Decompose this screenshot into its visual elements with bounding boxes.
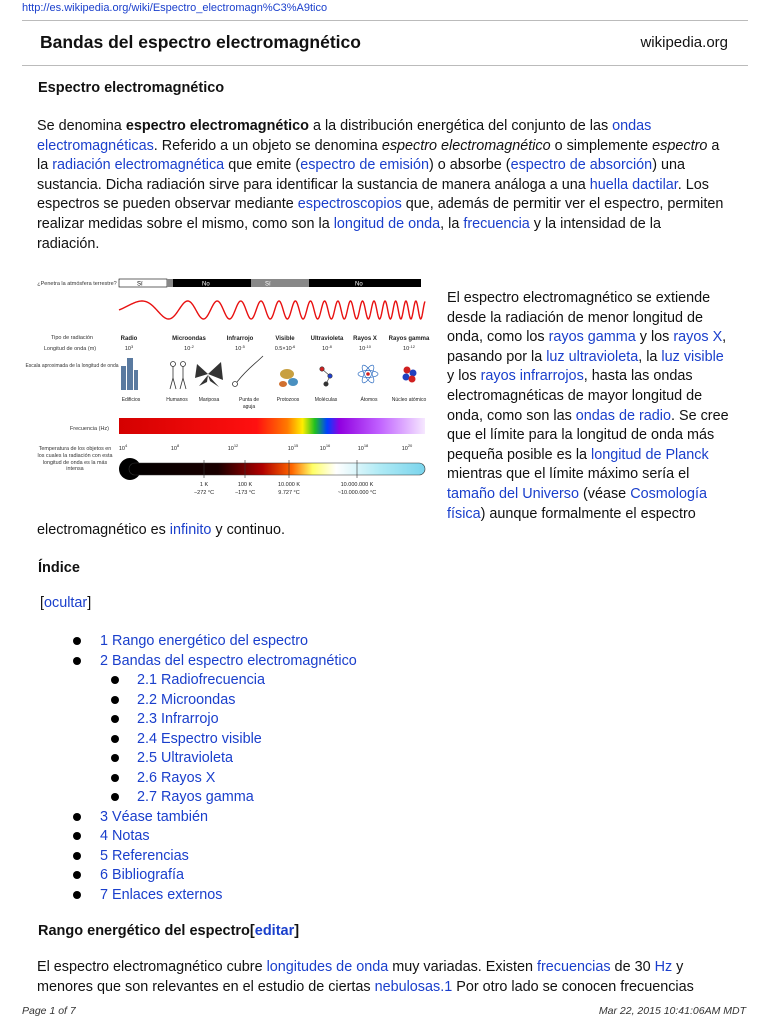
object-label: Mariposa <box>198 397 220 403</box>
link-nebulosas[interactable]: nebulosas <box>374 978 441 995</box>
toc-link[interactable]: 2.5 Ultravioleta <box>137 750 233 766</box>
text: El espectro electromagnético se extiende desde la radiación de menor longitud de onda, como los <box>447 290 711 346</box>
text: y la intensidad de la radiación. <box>37 215 661 252</box>
site-name: wikipedia.org <box>640 34 728 51</box>
link-luz-ultravioleta[interactable]: luz ultravioleta <box>546 348 639 365</box>
text: de 30 <box>610 959 655 975</box>
frequency-tick-label: $10^{16}$ <box>319 443 331 452</box>
temperature-celsius: −173 °C <box>234 490 256 496</box>
atm-label-4: No <box>355 281 363 288</box>
page-url[interactable]: http://es.wikipedia.org/wiki/Espectro_electromagn%C3%A9tico <box>22 2 328 14</box>
atom-icon <box>358 364 378 385</box>
object-label: aguja <box>242 404 256 410</box>
radiation-type-label: Infrarrojo <box>226 336 254 342</box>
toc-link[interactable]: 2.7 Rayos gamma <box>137 789 254 805</box>
side-paragraph <box>447 289 733 524</box>
wavelength-label: $10^{-2}$ <box>184 344 194 352</box>
text: , la <box>638 348 662 365</box>
radiation-type-label: Rayos gamma <box>388 336 430 342</box>
page-title: Bandas del espectro electromagnético <box>40 32 361 52</box>
text: (véase <box>578 485 631 502</box>
text: mientras que el límite máximo sería el <box>447 466 690 483</box>
humans-icon <box>170 362 186 390</box>
link-espectro-absorcion[interactable]: espectro de absorción <box>510 157 653 174</box>
scale-icons <box>121 356 417 390</box>
link-tamano-universo[interactable]: tamaño del Universo <box>447 485 579 502</box>
atmosphere-question <box>37 281 116 287</box>
protozoa-icon <box>279 369 298 387</box>
text: y los <box>635 329 674 346</box>
text: a la distribución energética del conjunto de las <box>308 118 613 134</box>
toc-link[interactable]: 2.4 Espectro visible <box>137 730 262 747</box>
frequency-tick-label: $10^{12}$ <box>227 443 239 452</box>
edit-section-link[interactable]: editar <box>254 923 295 939</box>
radiation-type-label: Radio <box>120 336 138 342</box>
wave-curve <box>119 301 425 319</box>
intro-paragraph <box>37 117 727 254</box>
toc-item[interactable] <box>70 652 357 672</box>
text: a la <box>37 137 720 174</box>
frequency-tick-label: $10^{18}$ <box>357 443 369 452</box>
temperature-caption: Temperatura de los objetos en los cuales la radiación con esta longitud de onda es la más intensa <box>37 446 113 473</box>
bracket: ] <box>87 595 92 611</box>
radiation-type-row <box>121 336 430 352</box>
hide-toc-link[interactable]: ocultar <box>44 595 88 611</box>
link-longitudes-de-onda[interactable]: longitudes de onda <box>266 959 389 975</box>
wavelength-label: $10^{-5}$ <box>235 344 245 352</box>
wavelength-label: $10^{-12}$ <box>403 344 415 352</box>
text: y menores que son relevantes en el estudio de ciertas <box>37 959 684 995</box>
spectrum-diagram <box>25 274 437 502</box>
frequency-tick-label: $10^4$ <box>118 443 128 452</box>
heading-text: Rango energético del espectro <box>38 923 250 939</box>
toc-subitem[interactable] <box>70 671 357 691</box>
link-huella-dactilar[interactable]: huella dactilar <box>589 176 678 193</box>
bold-term: espectro electromagnético <box>125 118 309 134</box>
text: . Se cree que el límite para la longitud de onda más pequeña posible es la <box>447 407 729 463</box>
molecule-icon <box>320 367 332 386</box>
frequency-bar <box>70 418 425 434</box>
toc-item[interactable] <box>70 866 357 886</box>
text: . Referido a un objeto se denomina <box>153 137 382 154</box>
temperature-kelvin: 100 K <box>237 482 253 488</box>
wavelength-label: $10^{-10}$ <box>359 344 371 352</box>
continuation-paragraph <box>37 521 727 541</box>
text: , la <box>440 215 464 232</box>
toc-item[interactable] <box>70 827 357 847</box>
text: , pasando por la <box>447 329 727 365</box>
atmosphere-bar <box>119 279 421 288</box>
temperature-bar <box>119 458 425 480</box>
text: , hasta las ondas electromagnéticas de mayor longitud de onda, como son las <box>447 368 703 424</box>
text: o simplemente <box>550 137 653 154</box>
text: Por otro lado se conocen frecuencias <box>452 978 694 995</box>
toc-link[interactable]: 4 Notas <box>100 828 150 844</box>
atm-label-3: Sí <box>265 281 271 288</box>
text: y los <box>447 368 481 385</box>
link-longitud-de-planck[interactable]: longitud de Planck <box>591 446 709 463</box>
link-longitud-de-onda[interactable]: longitud de onda <box>333 215 441 232</box>
radiation-type-label: Rayos X <box>353 336 377 342</box>
text: Se denomina <box>37 118 126 134</box>
toc-link[interactable]: 2.1 Radiofrecuencia <box>137 672 265 688</box>
toc-subitem[interactable] <box>70 788 357 808</box>
toc-item[interactable] <box>70 632 357 652</box>
temperature-label <box>37 446 113 502</box>
radiation-type-label: Visible <box>275 336 295 342</box>
text: que, además de permitir ver el espectro, permiten realizar medidas sobre el mismo, como son la <box>37 196 724 232</box>
svg-text:¿Penetra la atmósfera terrestr: ¿Penetra la atmósfera terrestre? <box>37 281 117 287</box>
link-cosmologia-fisica[interactable]: Cosmología física <box>447 485 707 522</box>
wavelength-label: $0.5\times 10^{-6}$ <box>274 344 296 352</box>
text: ) aunque formalmente el espectro <box>480 505 696 522</box>
toc-subitem[interactable] <box>70 730 357 750</box>
object-label: Moléculas <box>314 397 338 403</box>
bracket: ] <box>294 923 300 939</box>
link-luz-visible[interactable]: luz visible <box>661 348 724 365</box>
text: El espectro electromagnético cubre <box>37 959 267 975</box>
object-label: Núcleo atómico <box>391 397 427 403</box>
toc-link[interactable]: 1 Rango energético del espectro <box>100 633 309 649</box>
toc-subitem[interactable] <box>70 710 357 730</box>
buildings-icon <box>121 358 138 390</box>
link-espectroscopios[interactable]: espectroscopios <box>297 196 402 213</box>
temperature-kelvin: 1 K <box>199 482 209 488</box>
toc-link[interactable]: 2.6 Rayos X <box>137 769 216 786</box>
radiation-labels <box>25 335 118 369</box>
temperature-celsius: −272 °C <box>193 490 215 496</box>
toc-link[interactable]: 2 Bandas del espectro electromagnético <box>100 652 357 669</box>
toc-subitem[interactable] <box>70 691 357 711</box>
wavelength-label: $10^3$ <box>124 344 134 352</box>
svg-text:Frecuencia (Hz): Frecuencia (Hz) <box>69 426 109 432</box>
link-hz[interactable]: Hz <box>654 959 673 975</box>
object-label: Átomos <box>360 397 378 403</box>
toc-subitem[interactable] <box>70 749 357 769</box>
italic-term: espectro electromagnético <box>381 137 551 154</box>
link-ondas-de-radio[interactable]: ondas de radio <box>575 407 672 424</box>
object-label: Humanos <box>166 397 188 403</box>
text: ) o absorbe ( <box>429 157 511 174</box>
wavelength-label: $10^{-8}$ <box>322 344 332 352</box>
text: . Los espectros se pueden observar mediante <box>37 176 709 213</box>
bracket: [ <box>40 595 44 611</box>
link-infinito[interactable]: infinito <box>169 522 212 538</box>
svg-text:Longitud de onda (m): Longitud de onda (m) <box>43 346 97 352</box>
object-label: Protozoos <box>276 397 300 403</box>
text: electromagnético es <box>37 522 170 538</box>
frequency-tick-label: $10^8$ <box>170 443 180 452</box>
toc-item[interactable] <box>70 847 357 867</box>
radiation-type-label: Ultravioleta <box>310 336 344 342</box>
link-ondas-electromagneticas[interactable]: ondas electromagnéticas <box>37 118 652 154</box>
toc-heading: Índice <box>38 560 80 576</box>
link-frecuencia[interactable]: frecuencia <box>463 215 530 232</box>
toc-link[interactable]: 2.3 Infrarrojo <box>137 711 219 727</box>
atm-label-2: No <box>202 281 210 288</box>
frequency-ticks <box>119 443 413 452</box>
object-label: Punta de <box>238 397 260 403</box>
range-paragraph <box>37 958 727 997</box>
atm-label-1: Sí <box>137 281 143 288</box>
table-of-contents <box>70 632 357 905</box>
toc-link[interactable]: 2.2 Microondas <box>137 691 236 708</box>
toc-toggle <box>40 595 91 611</box>
section-heading-espectro: Espectro electromagnético <box>38 80 225 96</box>
bracket: [ <box>249 923 255 939</box>
toc-item[interactable] <box>70 886 357 906</box>
link-rayos-gamma[interactable]: rayos gamma <box>548 329 636 346</box>
footer-date: Mar 22, 2015 10:41:06AM MDT <box>598 1005 746 1017</box>
toc-subitem[interactable] <box>70 769 357 789</box>
link-radiacion-electromagnetica[interactable]: radiación electromagnética <box>52 157 225 174</box>
toc-link[interactable]: 3 Véase también <box>100 808 209 825</box>
section-heading-rango <box>38 923 299 939</box>
object-label-row <box>122 396 427 410</box>
text: y continuo. <box>211 522 286 538</box>
footer-page: Page 1 of 7 <box>22 1005 76 1017</box>
temperature-celsius: ~10.000.000 °C <box>337 490 377 496</box>
object-label: Edificios <box>121 397 141 403</box>
toc-link[interactable]: 6 Bibliografía <box>100 867 184 883</box>
link-frecuencias[interactable]: frecuencias <box>536 959 611 975</box>
radiation-type-label: Microondas <box>172 336 206 342</box>
link-rayos-x[interactable]: rayos X <box>673 329 723 346</box>
needle-icon <box>233 356 264 387</box>
frequency-tick-label: $10^{20}$ <box>401 443 413 452</box>
footnote-link[interactable]: .1 <box>440 978 453 995</box>
link-rayos-infrarrojos[interactable]: rayos infrarrojos <box>480 368 584 385</box>
link-espectro-emision[interactable]: espectro de emisión <box>300 157 429 174</box>
toc-item[interactable] <box>70 808 357 828</box>
svg-text:Tipo de radiación: Tipo de radiación <box>51 335 93 341</box>
text: ) una sustancia. Dicha radiación sirve para identificar la sustancia de manera análoga a una <box>37 157 686 193</box>
toc-link[interactable]: 7 Enlaces externos <box>100 886 223 903</box>
butterfly-icon <box>195 362 223 387</box>
text: que emite ( <box>224 157 301 174</box>
page-header <box>22 20 748 66</box>
italic-term: espectro <box>652 137 708 154</box>
nucleus-icon <box>403 367 417 383</box>
toc-link[interactable]: 5 Referencias <box>100 847 189 864</box>
temperature-celsius: 9.727 °C <box>278 490 300 496</box>
frequency-tick-label: $10^{15}$ <box>287 443 299 452</box>
text: muy variadas. Existen <box>388 959 537 975</box>
temperature-kelvin: 10.000 K <box>277 482 301 488</box>
svg-text:Escala aproximada de la longit: Escala aproximada de la longitud de onda <box>25 363 119 369</box>
temperature-kelvin: 10.000.000 K <box>340 482 374 488</box>
